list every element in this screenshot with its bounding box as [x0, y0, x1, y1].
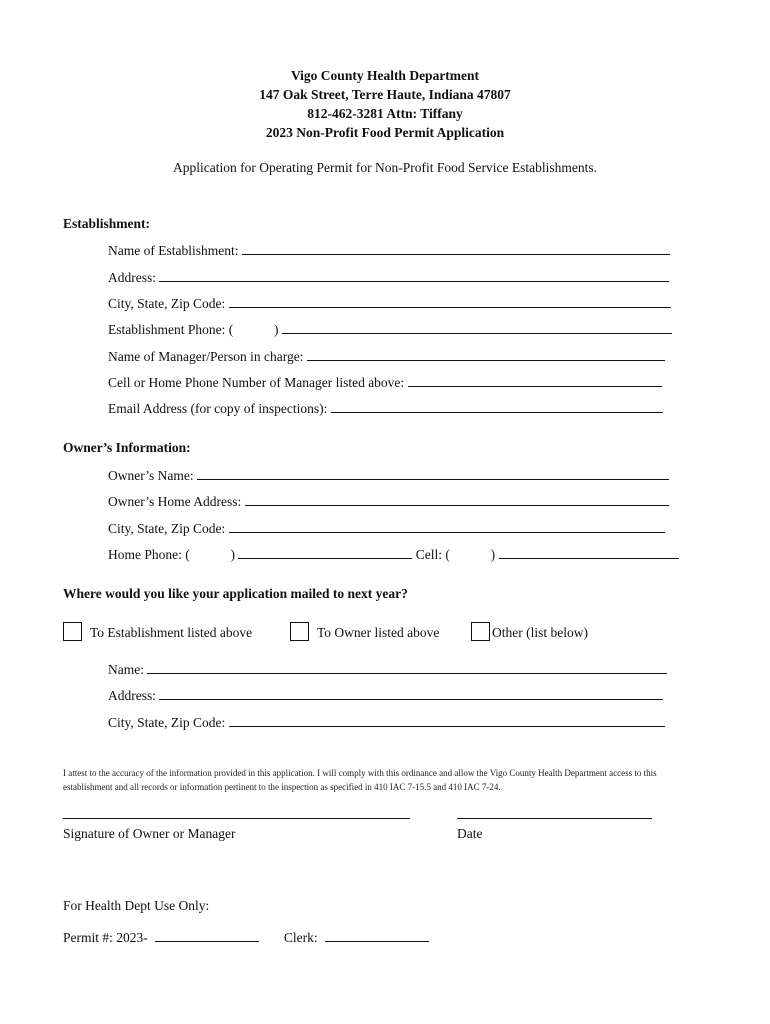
- owner-name-row: [108, 467, 669, 484]
- owner-phone-row: [108, 546, 679, 563]
- department-address: 147 Oak Street, Terre Haute, Indiana 47807: [259, 87, 511, 102]
- owner-address-field[interactable]: [245, 493, 669, 506]
- mail-city-label: City, State, Zip Code:: [108, 715, 226, 730]
- office-use-row: [63, 929, 429, 946]
- cell-label: Cell: (: [415, 547, 450, 562]
- owner-address-label: Owner’s Home Address:: [108, 494, 242, 509]
- mail-address-row: [108, 687, 663, 704]
- form-subtitle: Application for Operating Permit for Non-Profit Food Service Establishments.: [172, 160, 598, 175]
- signature-label: Signature of Owner or Manager: [63, 826, 236, 841]
- owner-city-row: [108, 520, 665, 537]
- mailing-options: [63, 622, 683, 646]
- mailing-question: Where would you like your application mailed to next year?: [63, 586, 408, 601]
- mail-name-row: [108, 661, 667, 678]
- mail-to-other-checkbox[interactable]: [471, 622, 490, 641]
- form-title: 2023 Non-Profit Food Permit Application: [265, 125, 505, 140]
- manager-name-label: Name of Manager/Person in charge:: [108, 349, 304, 364]
- establishment-city-label: City, State, Zip Code:: [108, 296, 226, 311]
- document-header: [0, 66, 770, 142]
- establishment-phone-row: [108, 321, 672, 338]
- establishment-address-field[interactable]: [159, 269, 669, 282]
- mail-to-owner-checkbox[interactable]: [290, 622, 309, 641]
- establishment-name-label: Name of Establishment:: [108, 243, 239, 258]
- owner-name-label: Owner’s Name:: [108, 468, 194, 483]
- establishment-city-field[interactable]: [229, 295, 671, 308]
- mail-to-establishment-label: To Establishment listed above: [90, 625, 253, 640]
- mail-city-field[interactable]: [229, 714, 665, 727]
- mail-to-other-option[interactable]: [471, 622, 588, 641]
- owner-city-field[interactable]: [229, 520, 665, 533]
- manager-phone-field[interactable]: [408, 374, 662, 387]
- date-label: Date: [457, 826, 483, 841]
- establishment-address-row: [108, 269, 669, 286]
- manager-name-row: [108, 348, 665, 365]
- cell-phone-field[interactable]: [499, 546, 679, 559]
- attestation-text: I attest to the accuracy of the information provided in this application. I will comply with this ordinance and allow the Vigo County Health Department access to this establishment and all records or information pertinent to the inspection as specified in 410 IAC 7-15.5 and 410 IAC 7-24.: [63, 768, 657, 792]
- email-label: Email Address (for copy of inspections):: [108, 401, 328, 416]
- establishment-heading: Establishment:: [63, 216, 151, 231]
- manager-name-field[interactable]: [307, 348, 665, 361]
- owner-heading: Owner’s Information:: [63, 440, 191, 455]
- mail-to-other-label: Other (list below): [492, 625, 588, 640]
- signature-line[interactable]: [63, 806, 410, 819]
- mail-address-field[interactable]: [159, 687, 663, 700]
- owner-city-label: City, State, Zip Code:: [108, 521, 226, 536]
- home-phone-label: Home Phone: (: [108, 547, 190, 562]
- mail-name-field[interactable]: [147, 661, 667, 674]
- department-name: Vigo County Health Department: [290, 68, 480, 83]
- date-line[interactable]: [457, 806, 652, 819]
- owner-name-field[interactable]: [197, 467, 669, 480]
- establishment-name-row: [108, 242, 670, 259]
- office-use-heading: For Health Dept Use Only:: [63, 898, 210, 913]
- mail-city-row: [108, 714, 665, 731]
- home-area-code-close: ): [230, 547, 235, 562]
- email-field[interactable]: [331, 400, 663, 413]
- permit-number-field[interactable]: [155, 929, 259, 942]
- mail-to-establishment-checkbox[interactable]: [63, 622, 82, 641]
- manager-phone-row: [108, 374, 662, 391]
- clerk-field[interactable]: [325, 929, 429, 942]
- clerk-label: Clerk:: [283, 930, 318, 945]
- mail-to-establishment-option[interactable]: [63, 622, 252, 641]
- owner-address-row: [108, 493, 669, 510]
- mail-to-owner-option[interactable]: [290, 622, 439, 641]
- mail-address-label: Address:: [108, 688, 156, 703]
- mail-name-label: Name:: [108, 662, 144, 677]
- cell-area-code-close: ): [490, 547, 496, 562]
- establishment-name-field[interactable]: [242, 242, 670, 255]
- email-row: [108, 400, 663, 417]
- manager-phone-label: Cell or Home Phone Number of Manager listed above:: [108, 375, 405, 390]
- establishment-address-label: Address:: [108, 270, 156, 285]
- home-phone-field[interactable]: [238, 546, 412, 559]
- department-contact: 812-462-3281 Attn: Tiffany: [307, 106, 463, 121]
- establishment-phone-field[interactable]: [282, 321, 672, 334]
- establishment-city-row: [108, 295, 671, 312]
- permit-number-label: Permit #: 2023-: [63, 930, 148, 945]
- area-code-close: ): [274, 322, 279, 337]
- establishment-phone-label: Establishment Phone: (: [108, 322, 234, 337]
- mail-to-owner-label: To Owner listed above: [317, 625, 440, 640]
